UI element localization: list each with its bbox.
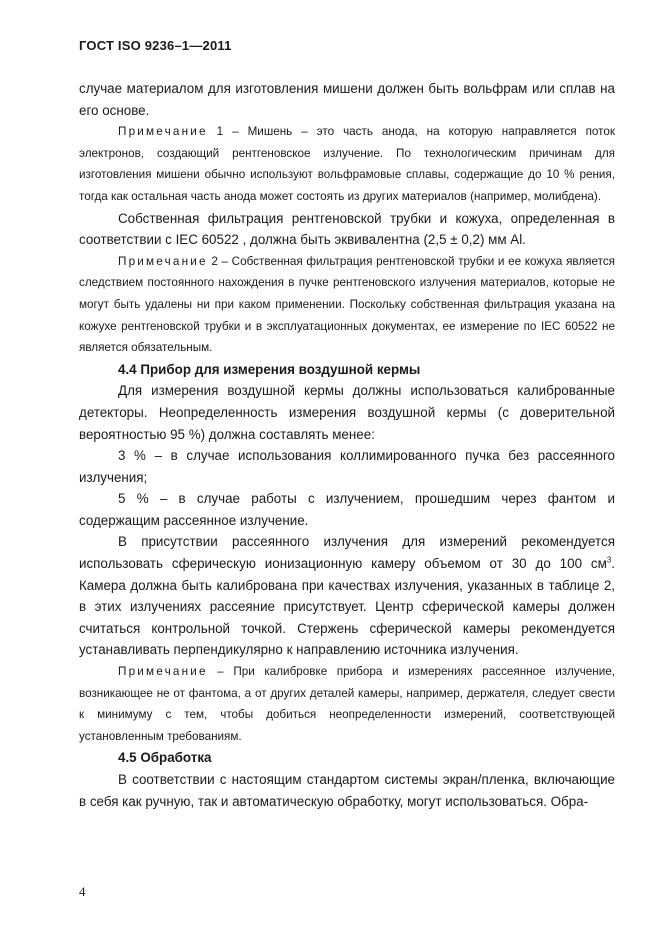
paragraph-processing: В соответствии с настоящим стандартом системы экран/пленка, включающие в себя как ручную, так и автоматическую обработку, могут использоваться. Обра- xyxy=(79,772,615,809)
note-1-text: 1 – Мишень – это часть анода, на которую направляется поток электронов, создающий рентгеновское излучение. По технологическим причинам для изготовления мишени обычно используют вольфрамовые сплавы, содержащие до 10 % рения, тогда как остальная часть анода может состоять из других материалов (например, молибдена). xyxy=(79,125,615,203)
paragraph-5-percent: 5 % – в случае работы с излучением, прошедшим через фантом и содержащим рассеянное излучение. xyxy=(79,491,615,528)
section-heading-4-4: 4.4 Прибор для измерения воздушной кермы xyxy=(118,361,421,377)
paragraph-3-percent: 3 % – в случае использования коллимированного пучка без рассеянного излучения; xyxy=(79,448,615,485)
paragraph-continuation: случае материалом для изготовления мишени должен быть вольфрам или сплав на его основе. xyxy=(79,81,615,118)
note-3-label: Примечание xyxy=(118,665,208,679)
note-3-text: – При калибровке прибора и измерениях рассеянное излучение, возникающее не от фантома, а от других деталей камеры, например, держателя, следует свести к минимуму с тем, чтобы добиться неопределенности измерений, соответствующей установленным требованиям. xyxy=(79,665,615,743)
note-2-text: 2 – Собственная фильтрация рентгеновской трубки и ее кожуха является следствием постоянного нахождения в пучке рентгеновского излучения материалов, которые не могут быть удалены ни при каком применении. Поскольку собственная фильтрация указана на кожухе рентгеновской трубки и в эксплуатационных документах, ее измерение по IEC 60522 не является обязательным. xyxy=(79,254,615,355)
section-heading-4-5: 4.5 Обработка xyxy=(118,750,212,766)
document-body xyxy=(79,78,615,812)
note-1 xyxy=(79,121,615,207)
note-2 xyxy=(79,251,615,359)
paragraph-air-kerma: Для измерения воздушной кермы должны использоваться калиброванные детекторы. Неопределенность измерения воздушной кермы (с доверительной вероятностью 95 %) должна составлять менее: xyxy=(79,383,615,442)
document-header: ГОСТ ISO 9236–1—2011 xyxy=(79,38,232,53)
note-2-label: Примечание xyxy=(118,254,208,268)
page-number: 4 xyxy=(79,884,86,899)
paragraph-scattered-radiation xyxy=(79,531,615,661)
paragraph-filtration: Собственная фильтрация рентгеновской трубки и кожуха, определенная в соответствии с IEC 60522 , должна быть эквивалентна (2,5 ± 0,2) мм Al. xyxy=(79,210,615,248)
paragraph-scattered-part-a: В присутствии рассеянного излучения для измерений рекомендуется использовать сферическую ионизационную камеру объемом от 30 до 100 см xyxy=(79,534,615,572)
note-3 xyxy=(79,661,615,747)
paragraph-scattered-part-b: . Камера должна быть калибрована при качествах излучения, указанных в таблице 2, в этих излучениях рассеяние присутствует. Центр сферической камеры должен считаться контрольной точкой. Стержень сферической камеры рекомендуется устанавливать перпендикулярно к направлению источника излучения. xyxy=(79,556,615,658)
superscript-3: 3 xyxy=(606,555,612,565)
note-1-label: Примечание xyxy=(118,125,208,139)
